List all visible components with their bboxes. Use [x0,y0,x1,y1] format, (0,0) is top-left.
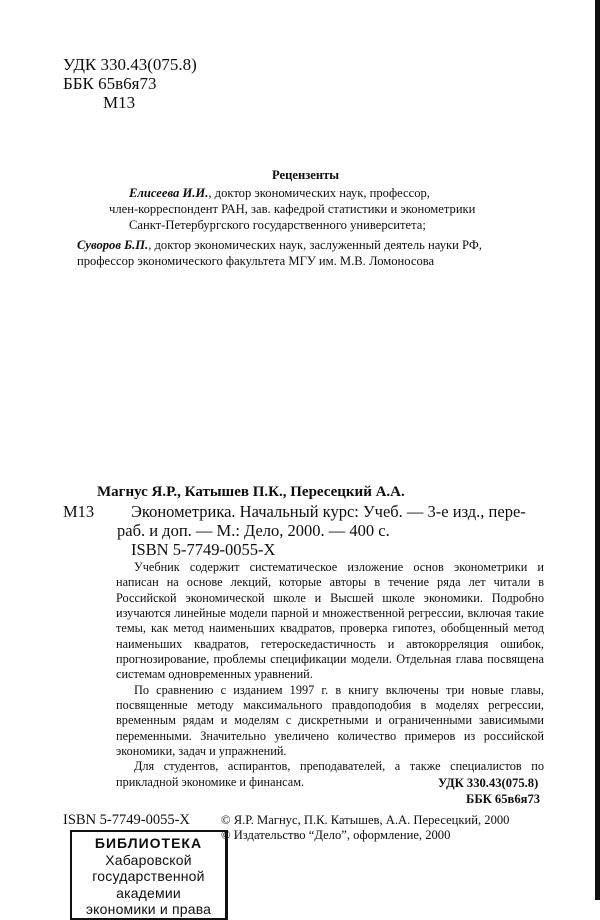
stamp-line-4: академии [116,884,181,901]
library-stamp [70,830,228,920]
annotation-paragraph-1: Учебник содержит систематическое изложение основ эконометрики и написан на основе лекций, которые авторы в течение ряда лет читали в Российской экономической школе и Высшей школе экономики. Подробно изучаются линейные модели парной и множественной регрессии, включая такие темы, как метод наименьших квадратов, проверка гипотез, обобщенный метод наименьших квадратов, гетероскедастичность и автокорреляция ошибок, прогнозирование, проблемы спецификации модели. Отдельная глава посвящена системам одновременных уравнений. [116,560,544,682]
reviewer-2-name: Суворов Б.П. [77,238,149,252]
catalog-authors: Магнус Я.Р., Катышев П.К., Пересецкий А.А. [97,484,405,500]
footer-isbn: ISBN 5-7749-0055-Х [63,812,190,828]
catalog-code: М13 [63,502,95,521]
annotation-paragraph-3: Для студентов, аспирантов, преподавателей, а также специалистов по прикладной экономике и финансам. [116,759,544,789]
page-edge-shadow [595,0,600,900]
author-mark: М13 [103,93,136,112]
bottom-udk: УДК 330.43(075.8) [438,776,539,790]
reviewer-1-line-2: член-корреспондент РАН, зав. кафедрой статистики и эконометрики [109,202,476,216]
reviewer-1-line-3: Санкт-Петербургского государственного университета; [129,218,426,232]
stamp-line-5: экономики и права [85,901,212,917]
catalog-title-line-2: раб. и доп. — М.: Дело, 2000. — 400 с. [117,521,390,540]
annotation [116,560,544,790]
reviewer-2-line-2: профессор экономического факультета МГУ им. М.В. Ломоносова [77,254,435,268]
reviewers-heading: Рецензенты [272,168,340,182]
reviewer-1-line-1: Елисеева И.И., доктор экономических наук, профессор, [129,186,430,200]
copyright-authors: © Я.Р. Магнус, П.К. Катышев, А.А. Пересецкий, 2000 [221,813,510,827]
copyright-publisher: © Издательство “Дело”, оформление, 2000 [221,828,451,842]
reviewer-1-name: Елисеева И.И. [129,186,209,200]
annotation-paragraph-2: По сравнению с изданием 1997 г. в книгу включены три новые главы, посвященные методу максимального правдоподобия в моделях регрессии, временным рядам и моделям с дискретными и ограниченными зависимыми переменными. Значительно увеличено количество примеров из российской экономики, задач и упражнений. [116,682,544,759]
catalog-isbn: ISBN 5-7749-0055-Х [131,540,276,559]
stamp-line-1: БИБЛИОТЕКА [94,835,203,851]
reviewer-2-line-1: Суворов Б.П., доктор экономических наук, заслуженный деятель науки РФ, [77,238,482,252]
stamp-line-3: государственной [92,868,205,884]
bbk-code: ББК 65в6я73 [63,74,157,93]
bottom-bbk: ББК 65в6я73 [466,792,541,806]
stamp-line-2: Хабаровской [105,851,192,868]
udk-code: УДК 330.43(075.8) [63,55,197,74]
catalog-title-line-1: Эконометрика. Начальный курс: Учеб. — 3-е изд., пере- [131,502,526,521]
